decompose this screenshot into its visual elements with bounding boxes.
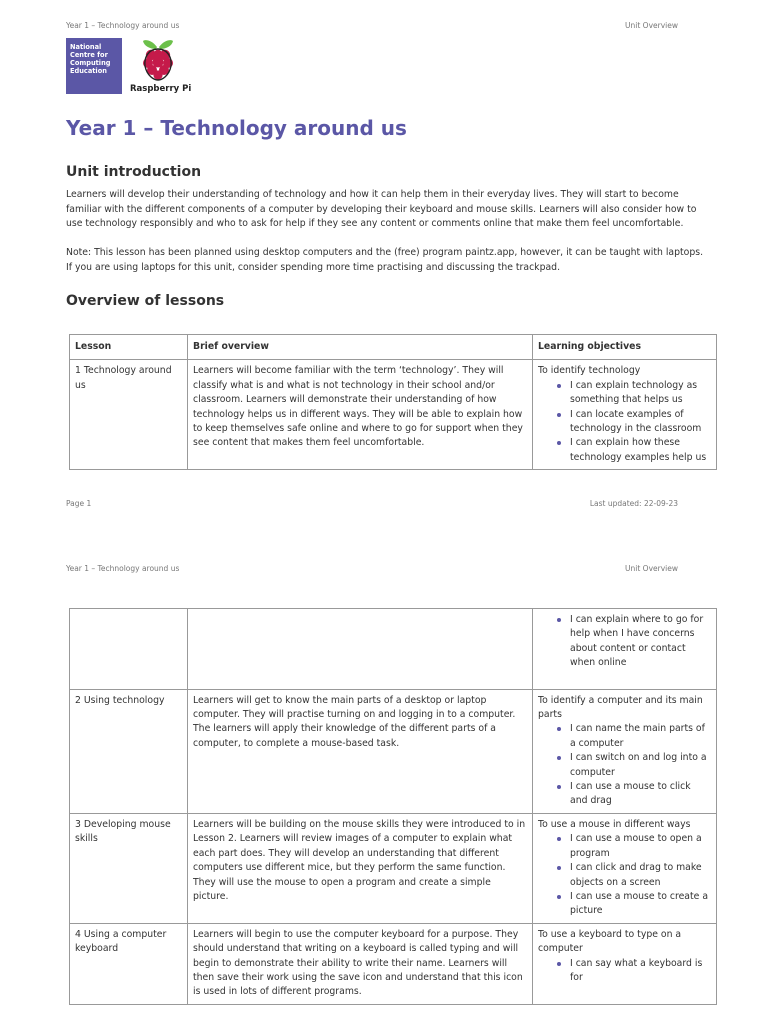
table-header-row [70,335,717,360]
objectives-cell [533,360,717,470]
objective-bullet: I can locate examples of technology in the classroom [538,408,711,437]
objective-bullet: I can name the main parts of a computer [538,722,711,751]
overview-cell [188,609,533,690]
column-header-lesson: Lesson [70,335,188,360]
column-header-objectives: Learning objectives [533,335,717,360]
overview-cell: Learners will be building on the mouse skills they were introduced to in Lesson 2. Learners will review images of a computer to explain what each part does. They will develop an understanding that different computers use different mice, but they perform the same function. They will use the mouse to open a program and create a simple picture. [188,813,533,923]
objective-bullet: I can explain technology as something that helps us [538,379,711,408]
objectives-cell [533,923,717,1004]
header-right: Unit Overview [625,21,678,30]
page-footer [66,499,678,508]
lesson-cell: 1 Technology around us [70,360,188,470]
page-header-2 [66,564,678,573]
lesson-cell [70,609,188,690]
overview-cell: Learners will become familiar with the term ‘technology’. They will classify what is and what is not technology in their school and/or classroom. Learners will demonstrate their understanding of how technology helps us in different ways. They will be able to explain how to keep themselves safe online and where to go for support when they see content that makes them feel uncomfortable. [188,360,533,470]
table-row [70,689,717,813]
objectives-cell [533,689,717,813]
intro-paragraph: Learners will develop their understanding of technology and how it can help them in their everyday lives. They will start to become familiar with the different components of a computer by developing their keyboard and mouse skills. Learners will also consider how to use technology responsibly and who to ask for help if they see any content or comments online that make them feel uncomfortable. [66,189,697,229]
table-row [70,813,717,923]
page-title: Year 1 – Technology around us [66,116,407,140]
objective-bullet: I can use a mouse to create a picture [538,890,711,919]
page-number: Page 1 [66,499,92,508]
unit-introduction-heading: Unit introduction [66,164,202,180]
lesson-cell: 3 Developing mouse skills [70,813,188,923]
header-left: Year 1 – Technology around us [66,564,180,573]
lesson-cell: 4 Using a computer keyboard [70,923,188,1004]
objectives-cell [533,609,717,690]
ncce-logo: National Centre for Computing Education [66,38,122,94]
objective-bullet: I can use a mouse to open a program [538,832,711,861]
raspberry-pi-wordmark: Raspberry Pi [130,84,192,94]
page-header [66,21,678,30]
objective-text: To use a keyboard to type on a computer [538,928,682,955]
header-left: Year 1 – Technology around us [66,21,180,30]
objective-bullet: I can click and drag to make objects on a screen [538,861,711,890]
objective-bullet: I can use a mouse to click and drag [538,780,711,809]
raspberry-pi-logo [130,38,190,96]
table-row [70,360,717,470]
objective-bullet: I can explain where to go for help when I have concerns about content or contact when online [538,613,711,671]
raspberry-icon [140,38,176,82]
objective-text: To use a mouse in different ways [538,818,691,830]
objective-bullet: I can say what a keyboard is for [538,957,711,986]
objectives-cell [533,813,717,923]
objective-bullet: I can switch on and log into a computer [538,751,711,780]
column-header-overview: Brief overview [188,335,533,360]
objective-text: To identify technology [538,365,641,377]
lessons-table [69,334,717,470]
lesson-cell: 2 Using technology [70,689,188,813]
last-updated: Last updated: 22-09-23 [589,499,678,508]
objective-bullet: I can explain how these technology examples help us [538,436,711,465]
table-row [70,923,717,1004]
table-row [70,609,717,690]
header-right: Unit Overview [625,564,678,573]
overview-heading: Overview of lessons [66,293,225,309]
logos [66,38,190,96]
overview-cell: Learners will begin to use the computer keyboard for a purpose. They should understand that writing on a keyboard is called typing and will begin to demonstrate their ability to write their name. Learners will then save their work using the save icon and understand that this icon is used in lots of different programs. [188,923,533,1004]
overview-cell: Learners will get to know the main parts of a desktop or laptop computer. They will practise turning on and logging in to a computer. The learners will apply their knowledge of the different parts of a computer, to complete a mouse-based task. [188,689,533,813]
objective-text: To identify a computer and its main parts [538,694,703,721]
note-paragraph: Note: This lesson has been planned using desktop computers and the (free) program paintz.app, however, it can be taught with laptops. If you are using laptops for this unit, consider spending more time practising and discussing the trackpad. [66,247,704,273]
lessons-table-continued [69,608,717,1005]
